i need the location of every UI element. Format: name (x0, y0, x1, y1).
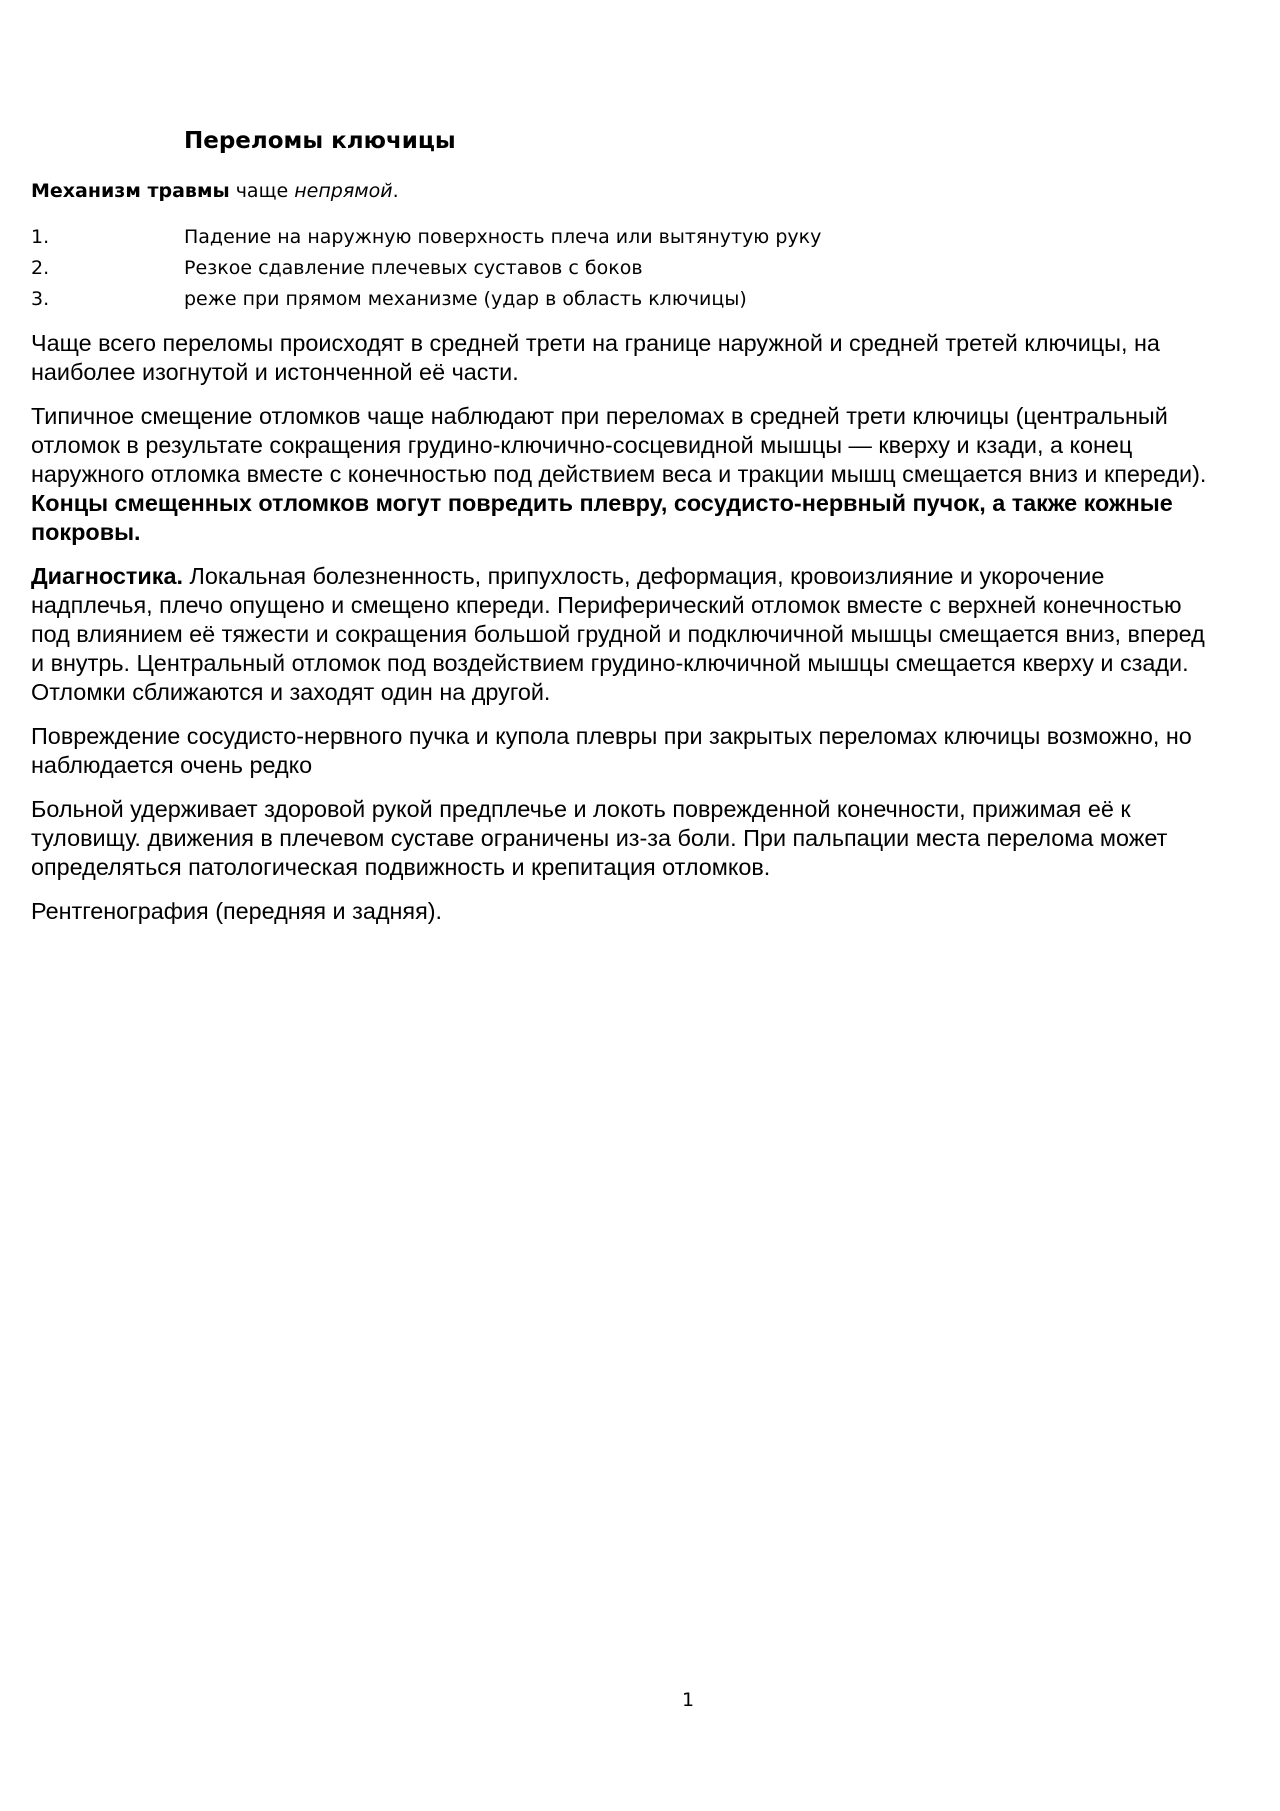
list-item-text: Падение на наружную поверхность плеча или вытянутую руку (184, 226, 822, 248)
list-item (31, 284, 1211, 315)
displacement-text: Типичное смещение отломков чаще наблюдают при переломах в средней трети ключицы (центральный отломок в результате сокращения грудино-ключично-сосцевидной мышцы — кверху и кзади, а конец наружного отломка вместе с конечностью под действием веса и тракции мышц смещается вниз и кпереди). (31, 403, 1207, 487)
paragraph-complications: Повреждение сосудисто-нервного пучка и купола плевры при закрытых переломах ключицы возможно, но наблюдается очень редко (31, 723, 1192, 778)
page-title: Переломы ключицы (184, 128, 456, 154)
list-item (31, 253, 1211, 284)
paragraph-location: Чаще всего переломы происходят в средней трети на границе наружной и средней третей ключицы, на наиболее изогнутой и истонченной её части. (31, 330, 1160, 385)
paragraph-diagnostics (31, 562, 1211, 707)
page-number: 1 (681, 1689, 695, 1711)
mechanism-lead: Механизм травмы (31, 180, 230, 202)
list-item-text: Резкое сдавление плечевых суставов с боков (184, 257, 643, 279)
list-item-number: 3. (31, 288, 50, 310)
list-item-number: 1. (31, 226, 50, 248)
diagnostics-heading: Диагностика. (31, 563, 183, 589)
mechanism-text: чаще (229, 180, 295, 202)
mechanism-list (31, 222, 1211, 315)
list-item (31, 222, 1211, 253)
paragraph-radiography: Рентгенография (передняя и задняя). (31, 898, 443, 924)
document-body (31, 126, 1211, 941)
mechanism-line (31, 178, 1211, 204)
paragraph-displacement (31, 402, 1211, 547)
list-item-number: 2. (31, 257, 50, 279)
displacement-warning: Концы смещенных отломков могут повредить плевру, сосудисто-нервный пучок, а также кожные покровы. (31, 490, 1173, 545)
mechanism-end: . (392, 180, 399, 202)
list-item-text: реже при прямом механизме (удар в область ключицы) (184, 288, 747, 310)
paragraph-patient-posture: Больной удерживает здоровой рукой предплечье и локоть поврежденной конечности, прижимая её к туловищу. движения в плечевом суставе ограничены из-за боли. При пальпации места перелома может определяться патологическая подвижность и крепитация отломков. (31, 796, 1168, 880)
diagnostics-text: Локальная болезненность, припухлость, деформация, кровоизлияние и укорочение надплечья, плечо опущено и смещено кпереди. Периферический отломок вместе с верхней конечностью под влиянием её тяжести и сокращения большой грудной и подключичной мышцы смещается вниз, вперед и внутрь. Центральный отломок под воздействием грудино-ключичной мышцы смещается кверху и сзади. Отломки сближаются и заходят один на другой. (31, 563, 1205, 705)
mechanism-emphasis: непрямой (294, 180, 393, 202)
